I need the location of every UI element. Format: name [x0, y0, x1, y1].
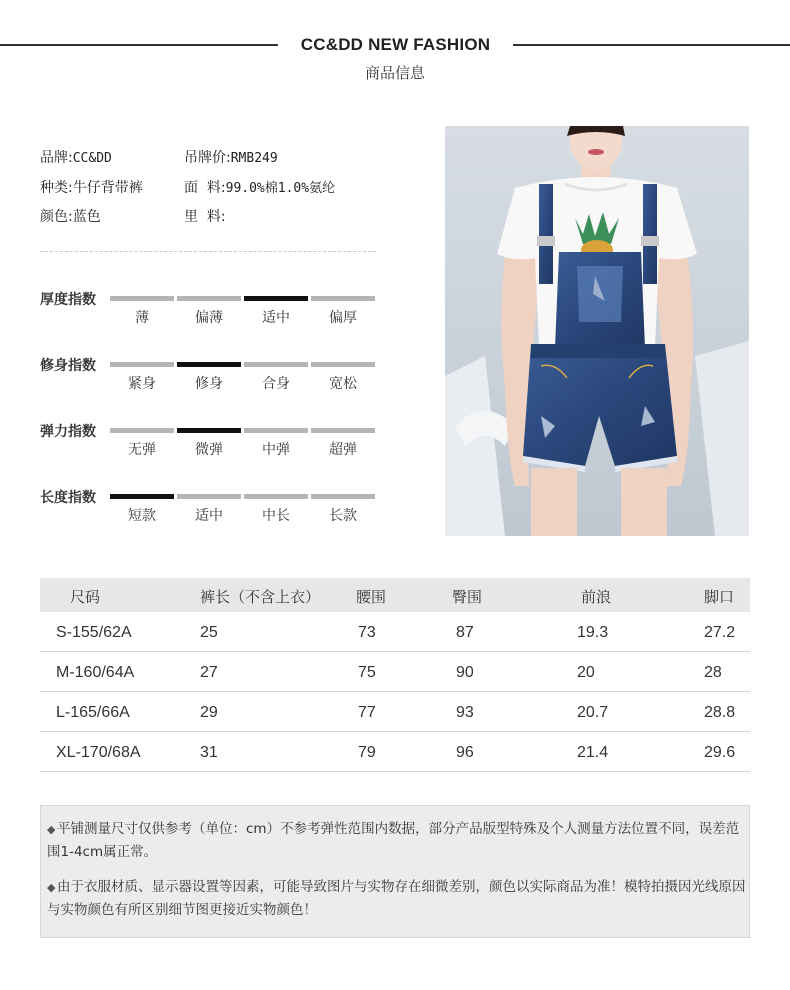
cell-length: 31 [200, 744, 218, 761]
index-row [40, 355, 380, 395]
model-illustration [445, 126, 749, 536]
index-option: 修身 [195, 376, 223, 392]
brand-label: 品牌: [40, 150, 73, 166]
bullet-icon: ◆ [47, 823, 56, 836]
index-segment [110, 362, 174, 367]
header-leg-opening: 脚口 [704, 588, 735, 606]
cell-hip: 93 [456, 704, 474, 721]
index-row [40, 421, 380, 461]
cell-length: 25 [200, 624, 218, 641]
header-size: 尺码 [70, 588, 101, 606]
cell-rise: 21.4 [577, 744, 609, 761]
note-text: 由于衣服材质、显示器设置等因素，可能导致图片与实物存在细微差别，颜色以实际商品为准！模特拍摄因光线原因与实物颜色有所区别细节图更接近实物颜色！ [47, 879, 746, 918]
index-segment [244, 428, 308, 433]
bullet-icon: ◆ [47, 881, 56, 894]
index-option: 超弹 [329, 442, 357, 458]
cell-waist: 77 [358, 704, 376, 721]
index-option: 微弹 [195, 442, 223, 458]
index-segment [311, 494, 375, 499]
index-label: 修身指数 [40, 358, 96, 374]
table-row [40, 692, 750, 732]
index-segment-selected [177, 362, 241, 367]
index-option: 适中 [262, 310, 290, 326]
index-option: 短款 [128, 508, 156, 524]
index-option: 偏薄 [195, 310, 223, 326]
index-option: 无弹 [128, 442, 156, 458]
index-segment-selected [110, 494, 174, 499]
cell-waist: 73 [358, 624, 376, 641]
cell-hip: 96 [456, 744, 474, 761]
index-segment-selected [177, 428, 241, 433]
cell-leg-opening: 28.8 [704, 704, 736, 721]
cell-size: M-160/64A [56, 664, 135, 681]
cell-waist: 75 [358, 664, 376, 681]
price-field [184, 147, 278, 167]
cell-length: 27 [200, 664, 218, 681]
header-subtitle: 商品信息 [364, 64, 425, 82]
fabric-label: 面 料: [184, 180, 226, 196]
index-segment [177, 296, 241, 301]
index-segment [244, 362, 308, 367]
category-label: 种类: [40, 180, 73, 196]
cell-size: L-165/66A [56, 704, 130, 721]
brand-value: CC&DD [72, 151, 112, 166]
index-row [40, 289, 380, 329]
index-segment [311, 296, 375, 301]
index-segment [244, 494, 308, 499]
lining-field [184, 206, 226, 226]
info-divider [40, 251, 376, 252]
index-label: 弹力指数 [40, 424, 96, 440]
header-waist: 腰围 [356, 588, 387, 606]
cell-hip: 87 [456, 624, 474, 641]
note-color [47, 876, 747, 921]
cell-length: 29 [200, 704, 218, 721]
index-option: 适中 [195, 508, 223, 524]
index-segment [177, 494, 241, 499]
category-value: 牛仔背带裤 [72, 180, 143, 196]
color-label: 颜色: [40, 209, 73, 225]
index-option: 长款 [329, 508, 357, 524]
product-photo [445, 126, 749, 536]
color-field [40, 206, 101, 226]
cell-leg-opening: 29.6 [704, 744, 736, 761]
cell-leg-opening: 28 [704, 664, 722, 681]
cell-waist: 79 [358, 744, 376, 761]
cell-hip: 90 [456, 664, 474, 681]
table-row [40, 732, 750, 772]
size-table-header [40, 578, 750, 612]
header-hip: 臀围 [452, 588, 483, 606]
header-divider-left [0, 44, 278, 46]
index-option: 薄 [135, 310, 149, 326]
index-label: 长度指数 [40, 490, 96, 506]
index-option: 合身 [262, 376, 290, 392]
index-option: 紧身 [128, 376, 156, 392]
cell-rise: 20 [577, 664, 595, 681]
header-length: 裤长（不含上衣） [200, 588, 321, 606]
header-divider-right [513, 44, 790, 46]
header-title: CC&DD NEW FASHION [300, 35, 491, 54]
table-row [40, 612, 750, 652]
index-segment [110, 428, 174, 433]
index-segment-selected [244, 296, 308, 301]
cell-size: S-155/62A [56, 624, 132, 641]
header-rise: 前浪 [581, 588, 612, 606]
price-label: 吊牌价: [184, 150, 231, 166]
index-segment [110, 296, 174, 301]
color-value: 蓝色 [72, 209, 101, 225]
index-label: 厚度指数 [40, 292, 96, 308]
index-row [40, 487, 380, 527]
index-option: 偏厚 [329, 310, 357, 326]
brand-field [40, 147, 112, 167]
fabric-value: 99.0%棉1.0%氨纶 [225, 181, 336, 196]
index-option: 中弹 [262, 442, 290, 458]
cell-rise: 19.3 [577, 624, 609, 641]
cell-size: XL-170/68A [56, 744, 141, 761]
index-segment [311, 362, 375, 367]
index-option: 宽松 [329, 376, 357, 392]
notes-box [40, 805, 750, 938]
index-segment [311, 428, 375, 433]
price-value: RMB249 [230, 151, 278, 166]
cell-leg-opening: 27.2 [704, 624, 736, 641]
note-text: 平铺测量尺寸仅供参考（单位：cm）不参考弹性范围内数据，部分产品版型特殊及个人测量方法位置不同，误差范围1-4cm属正常。 [47, 821, 740, 860]
note-measurement [47, 818, 747, 863]
lining-label: 里 料: [184, 209, 226, 225]
table-row [40, 652, 750, 692]
category-field [40, 177, 143, 197]
index-option: 中长 [262, 508, 290, 524]
fabric-field [184, 177, 335, 197]
cell-rise: 20.7 [577, 704, 609, 721]
